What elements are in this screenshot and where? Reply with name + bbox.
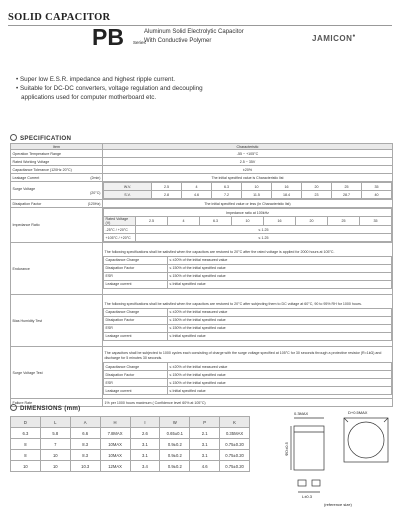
voltage-label: Rated Working Voltage	[11, 158, 103, 166]
diagram-label-bottom-b: (reference size)	[324, 502, 352, 507]
leakage-value: The initial specified value is Characteristic list	[103, 174, 393, 182]
surge-item-label: Capacitance Change	[104, 363, 168, 371]
dimensions-heading: DIMENSIONS (mm)	[10, 404, 81, 412]
surge-item-label: Leakage current	[104, 387, 168, 395]
dim-header: K	[220, 417, 250, 428]
surge-item-label: Dissipation Factor	[104, 371, 168, 379]
sv-cell: 2.8	[152, 191, 182, 199]
sv-label: S.V.	[104, 191, 152, 199]
wv-cell: 6.3	[212, 183, 242, 191]
section-bullet-icon	[10, 404, 17, 411]
series-description	[144, 28, 244, 46]
wv-cell: 35	[362, 183, 392, 191]
endurance-item-label: Dissipation Factor	[104, 264, 168, 272]
dim-header: H	[100, 417, 130, 428]
surge-test-grid	[103, 362, 392, 395]
brand-logo	[312, 33, 356, 43]
spec-header-characteristic: Characteristic	[103, 144, 393, 150]
sv-cell: 23	[302, 191, 332, 199]
feature-item: • Super low E.S.R. impedance and highest ripple current.	[16, 76, 176, 83]
imp-col: 2.5	[136, 217, 168, 226]
humidity-values	[103, 295, 393, 347]
desc-line-1: Aluminum Solid Electrolytic Capacitor	[144, 29, 244, 35]
humidity-item-label: Leakage current	[104, 332, 168, 340]
surge-test-text: The capacitors shall be subjected to 1000 cycles each consisting of charge with the surge voltage specified at 105°C for 30 seconds through a protective resistor (R=1kΩ) and discharge for 5 minutes 30 seconds.	[104, 351, 382, 360]
dim-row: 8 7 8.3 10MAX 3.1 0.9±0.2 3.1 0.75±0.20	[11, 439, 250, 450]
sv-cell: 7.2	[212, 191, 242, 199]
impedance-values	[103, 208, 393, 243]
humidity-item-value: ≤ ±20% of the initial measured value	[168, 308, 392, 316]
imp-col: 10	[232, 217, 264, 226]
endurance-item-label: ESR	[104, 272, 168, 280]
humidity-item-label: Dissipation Factor	[104, 316, 168, 324]
endurance-item-value: ≤ 150% of the initial specified value	[168, 264, 392, 272]
surge-item-value: ≤ ±20% of the initial measured value	[168, 363, 392, 371]
desc-line-2: With Conductive Polymer	[144, 38, 212, 44]
df-label: Dissipation Factor (120Hz)	[12, 201, 101, 206]
imp-col: 20	[296, 217, 328, 226]
humidity-item-label: Capacitance Change	[104, 308, 168, 316]
sv-cell: 40	[362, 191, 392, 199]
impedance-grid	[103, 208, 392, 242]
diagram-label-top-a: 0.3MAX	[294, 411, 309, 416]
logo-mark-icon: ●	[352, 33, 356, 39]
endurance-grid	[103, 256, 392, 289]
humidity-item-value: ≤ 150% of the initial specified value	[168, 324, 392, 332]
top-view-base	[344, 418, 388, 462]
failure-label: Failure Rate	[11, 399, 103, 407]
top-view-can	[348, 422, 384, 458]
sv-cell: 4.6	[182, 191, 212, 199]
wv-label: W.V.	[104, 183, 152, 191]
diagram-label-bottom-a: L±0.3	[302, 494, 312, 499]
product-category-title: SOLID CAPACITOR	[8, 12, 111, 23]
feature-list	[16, 75, 203, 102]
imp-row1-value: ≤ 1.25	[136, 226, 392, 234]
imp-col: 16	[264, 217, 296, 226]
humidity-item-value: ≤ Initial specified value	[168, 332, 392, 340]
wv-cell: 25	[332, 183, 362, 191]
wv-cell: 2.5	[152, 183, 182, 191]
dim-header: L	[40, 417, 70, 428]
imp-col: 6.3	[200, 217, 232, 226]
endurance-item-value: ≤ ±20% of the initial measured value	[168, 256, 392, 264]
endurance-item-label: Capacitance Change	[104, 256, 168, 264]
dim-header: P	[190, 417, 220, 428]
dim-header: W	[160, 417, 190, 428]
cap-tolerance-value: ±20%	[103, 166, 393, 174]
endurance-values	[103, 243, 393, 295]
endurance-item-label: Leakage current	[104, 280, 168, 288]
impedance-label: Impedance Ratio	[11, 208, 103, 243]
spec-header-item: Item	[11, 144, 103, 150]
imp-col: 4	[168, 217, 200, 226]
dim-header: A	[70, 417, 100, 428]
side-view-body	[294, 426, 324, 470]
header-divider	[8, 25, 392, 26]
specification-heading: SPECIFICATION	[10, 134, 71, 142]
surge-item-value: ≤ 150% of the initial specified value	[168, 371, 392, 379]
dim-header: D	[11, 417, 41, 428]
surge-voltage-label: Surge Voltage (20°C)	[11, 182, 103, 200]
df-value: The initial specified value or less (in Characteristic list)	[103, 200, 393, 208]
specification-table	[10, 143, 393, 407]
surge-item-label: ESR	[104, 379, 168, 387]
surge-item-value: ≤ Initial specified value	[168, 387, 392, 395]
temp-value: -55 ~ +105°C	[103, 150, 393, 158]
brand-name: JAMICON	[312, 34, 353, 43]
diagram-label-top-b: D+0.5MAX	[348, 410, 368, 415]
humidity-grid	[103, 308, 392, 341]
surge-voltage-grid	[103, 182, 392, 199]
surge-test-values	[103, 347, 393, 399]
humidity-item-label: ESR	[104, 324, 168, 332]
humidity-text: The following specifications shall be satisfied when the capacitors are restored to 20°C after subjecting them to DC voltage at 60°C, 90 to 95% RH for 1000 hours.	[104, 301, 362, 306]
imp-rated-label: Rated Voltage (V)	[104, 217, 136, 226]
humidity-label: Bias Humidity Test	[11, 295, 103, 347]
wv-cell: 4	[182, 183, 212, 191]
sv-cell: 11.5	[242, 191, 272, 199]
series-code: PB	[92, 24, 124, 50]
capacitor-outline-drawing	[284, 404, 394, 512]
failure-value: 1% per 1000 hours maximum ( Confidence level 60% at 105°C)	[103, 399, 393, 407]
endurance-text: The following specifications shall be satisfied when the capacitors are restored to 20°C after the rated voltage is applied for 2000 hours at 105°C.	[104, 249, 335, 254]
diagram-label-side-a: ΦD±0.5	[284, 442, 289, 456]
temp-label: Operation Temperature Range	[11, 150, 103, 158]
humidity-item-value: ≤ 150% of the initial specified value	[168, 316, 392, 324]
feature-item: • Suitable for DC-DC converters, voltage regulation and decoupling	[16, 85, 203, 92]
voltage-value: 2.5 ~ 35V	[103, 158, 393, 166]
cap-tolerance-label: Capacitance Tolerance (120Hz 20°C)	[11, 166, 103, 174]
dim-header: I	[130, 417, 160, 428]
imp-col: 35	[360, 217, 392, 226]
wv-cell: 16	[272, 183, 302, 191]
sv-cell: 18.4	[272, 191, 302, 199]
endurance-item-value: ≤ Initial specified value	[168, 280, 392, 288]
sv-cell: 28.7	[332, 191, 362, 199]
imp-row1-label: -25°C / +20°C	[104, 226, 136, 234]
leakage-label: Leakage Current (2min)	[12, 175, 101, 180]
dim-row: 10 10 10.3 12MAX 3.4 0.9±0.2 4.6 0.75±0.20	[11, 461, 250, 472]
surge-item-value: ≤ 150% of the initial specified value	[168, 379, 392, 387]
surge-voltage-values	[103, 182, 393, 200]
dim-row: 8 10 8.3 10MAX 3.1 0.9±0.2 3.1 0.75±0.20	[11, 450, 250, 461]
endurance-label: Endurance	[11, 243, 103, 295]
wv-cell: 10	[242, 183, 272, 191]
imp-row2-value: ≤ 1.25	[136, 234, 392, 242]
section-bullet-icon	[10, 134, 17, 141]
imp-row2-label: +105°C / +20°C	[104, 234, 136, 242]
feature-item: applications used for computer motherboard etc.	[21, 94, 157, 101]
series-word: Series	[133, 40, 146, 45]
dimensions-table	[10, 416, 250, 472]
surge-test-label: Surge Voltage Test	[11, 347, 103, 399]
impedance-title: Impedance ratio at 100kHz	[104, 209, 392, 217]
wv-cell: 20	[302, 183, 332, 191]
imp-col: 25	[328, 217, 360, 226]
endurance-item-value: ≤ 150% of the initial specified value	[168, 272, 392, 280]
dim-row: 6.3 5.8 6.6 7.8MAX 2.6 0.65±0.1 2.1 0.35MAX	[11, 428, 250, 439]
